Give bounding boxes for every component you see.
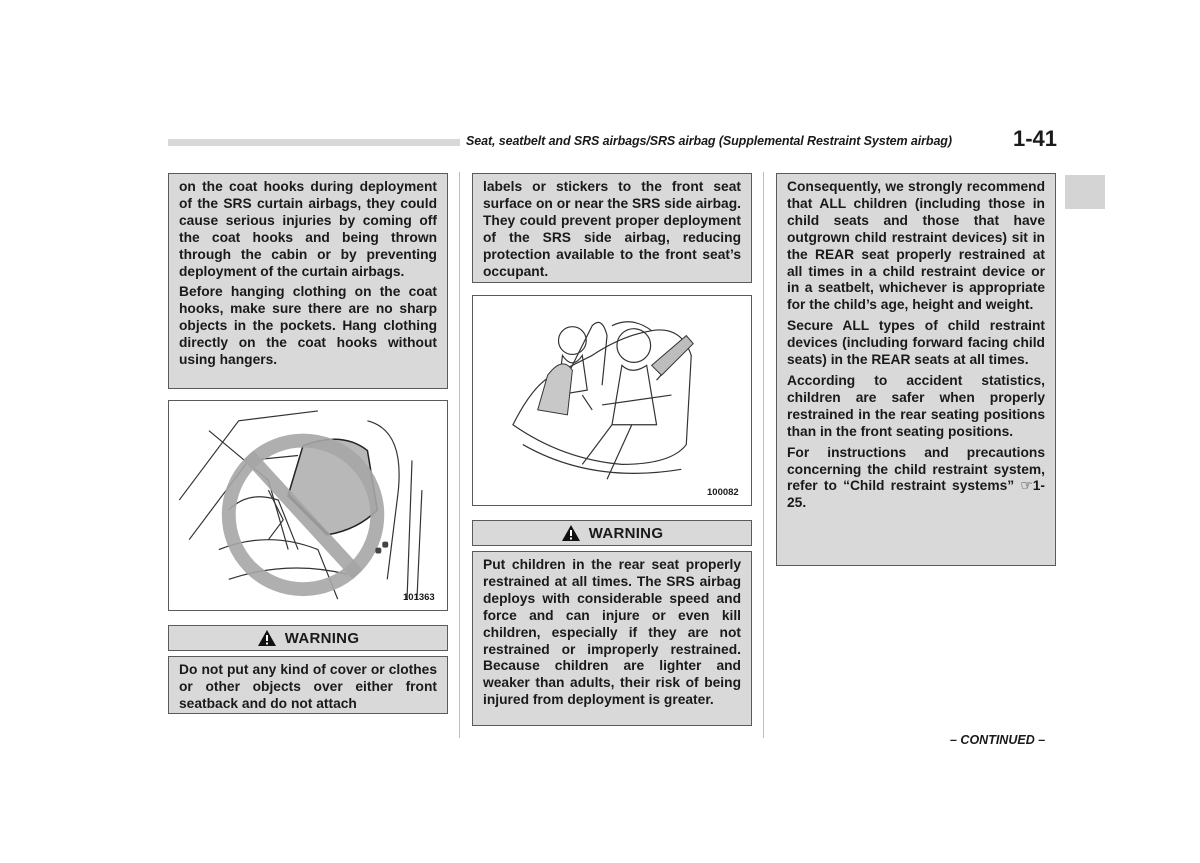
warning-triangle-icon [561, 524, 581, 542]
page-number: 1-41 [1013, 126, 1058, 151]
paragraph: on the coat hooks during deployment of the SRS curtain airbags, they could cause serious injuries by coming off the coat hooks and being thrown through the cabin or by preventing deployment of the curtain airbags. [179, 179, 437, 279]
paragraph: According to accident statistics, children are safer when properly restrained in the rear seating positions than in the front seating positions. [787, 372, 1045, 439]
section-title: Seat, seatbelt and SRS airbags/SRS airbag (Supplemental Restraint System airbag) [466, 134, 952, 148]
paragraph: labels or stickers to the front seat surface on or near the SRS side airbag. They could prevent proper deployment of the SRS side airbag, reducing protection available to the front seat’s occupant. [483, 179, 741, 279]
column-divider-2 [763, 172, 764, 738]
col1-warning-box [168, 656, 448, 714]
continued-label: – CONTINUED – [950, 733, 1046, 747]
col2-warning-box [472, 551, 752, 726]
col2-text-box [472, 173, 752, 283]
paragraph: For instructions and precautions concerning the child restraint system, refer to “Child restraint systems” ☞1-25. [787, 444, 1045, 511]
children-illustration [473, 296, 751, 505]
column-divider-1 [459, 172, 460, 738]
warning-triangle-icon [257, 629, 277, 647]
paragraph: Before hanging clothing on the coat hooks, make sure there are no sharp objects in the pockets. Hang clothing directly on the coat hooks without using hangers. [179, 284, 437, 368]
figure-number: 100082 [707, 487, 739, 498]
warning-header [472, 520, 752, 546]
chapter-tab [1065, 175, 1105, 209]
header-rule [168, 139, 460, 146]
warning-label: WARNING [284, 629, 360, 647]
paragraph: Consequently, we strongly recommend that ALL children (including those in child seats and those that have outgrown child restraint devices) sit in the REAR seat properly restrained at all times in a child restraint device or in a seatbelt, whichever is appropriate for the child’s age, height and weight. [787, 179, 1045, 313]
warning-label: WARNING [588, 524, 664, 542]
paragraph: Secure ALL types of child restraint devices (including forward facing child seats) in the REAR seats at all times. [787, 318, 1045, 368]
warning-text: Do not put any kind of cover or clothes or other objects over either front seatback and do not attach [179, 662, 437, 711]
warning-text: Put children in the rear seat properly restrained at all times. The SRS airbag deploys with considerable speed and force and can injure or even kill children, especially if they are not restrained or improperly restrained. Because children are lighter and weaker than adults, their risk of being injured from deployment is greater. [483, 557, 741, 708]
warning-header [168, 625, 448, 651]
figure-children-rear-seat [472, 295, 752, 506]
figure-number: 101363 [403, 592, 435, 603]
col3-text-box [776, 173, 1056, 566]
seat-illustration [169, 401, 447, 610]
figure-seat-no-cover [168, 400, 448, 611]
col1-text-box [168, 173, 448, 389]
